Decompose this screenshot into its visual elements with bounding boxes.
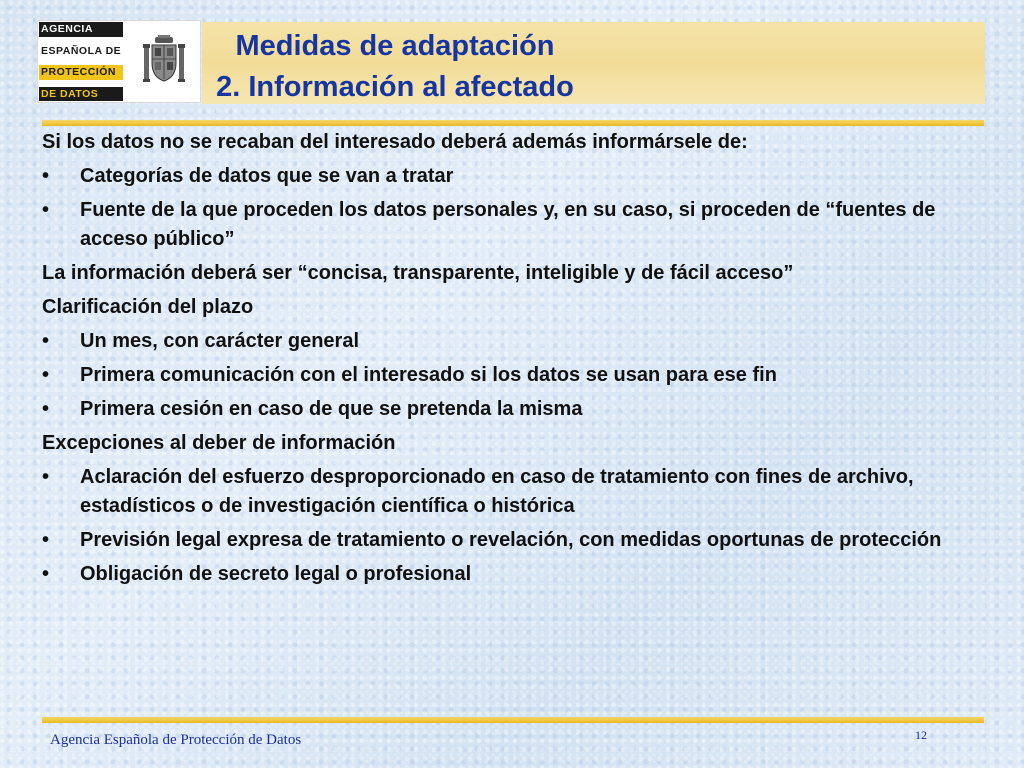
list-item-text: Fuente de la que proceden los datos personales y, en su caso, si proceden de “fuentes de acceso público”	[80, 199, 936, 250]
list-item	[42, 361, 992, 390]
bullet-icon: •	[42, 563, 50, 585]
bullet-icon: •	[42, 529, 50, 551]
exceptions-heading: Excepciones al deber de información	[42, 432, 396, 454]
list-item	[42, 395, 992, 424]
slide-title: Medidas de adaptación	[235, 30, 555, 62]
bullet-icon: •	[42, 330, 50, 352]
bullet-icon: •	[42, 466, 50, 488]
footer-organization: Agencia Española de Protección de Datos	[50, 732, 302, 748]
logo-line-3: PROTECCIÓN	[39, 65, 123, 80]
list-item	[42, 560, 992, 589]
logo-line-2: ESPAÑOLA DE	[41, 44, 122, 57]
list-item-text: Primera cesión en caso de que se pretenda la misma	[80, 398, 583, 420]
list-item	[42, 463, 992, 521]
bullet-icon: •	[42, 364, 50, 386]
info-paragraph: La información deberá ser “concisa, transparente, inteligible y de fácil acceso”	[42, 262, 794, 284]
list-item	[42, 327, 992, 356]
logo-line-1: AGENCIA	[39, 22, 123, 37]
slide-content	[42, 128, 992, 594]
footer-divider	[42, 717, 984, 723]
list-item	[42, 196, 992, 254]
logo-line-4: DE DATOS	[39, 87, 123, 102]
list-item-text: Obligación de secreto legal o profesional	[80, 563, 472, 585]
bullet-icon: •	[42, 165, 50, 187]
deadline-heading: Clarificación del plazo	[42, 296, 254, 318]
list-item-text: Primera comunicación con el interesado si los datos se usan para ese fin	[80, 364, 777, 386]
list-item-text: Un mes, con carácter general	[80, 330, 360, 352]
list-item-text: Aclaración del esfuerzo desproporcionado en caso de tratamiento con fines de archivo, estadísticos o de investigación científica o histórica	[80, 466, 914, 517]
intro-paragraph: Si los datos no se recaban del interesado deberá además informársele de:	[42, 131, 748, 153]
page-number: 12	[915, 728, 927, 742]
list-item	[42, 526, 992, 555]
list-item	[42, 162, 992, 191]
bullet-icon: •	[42, 199, 50, 221]
list-item-text: Previsión legal expresa de tratamiento o revelación, con medidas oportunas de protección	[80, 529, 942, 551]
slide-subtitle: 2. Información al afectado	[216, 71, 574, 103]
header-divider	[42, 120, 984, 126]
list-item-text: Categorías de datos que se van a tratar	[80, 165, 454, 187]
bullet-icon: •	[42, 398, 50, 420]
